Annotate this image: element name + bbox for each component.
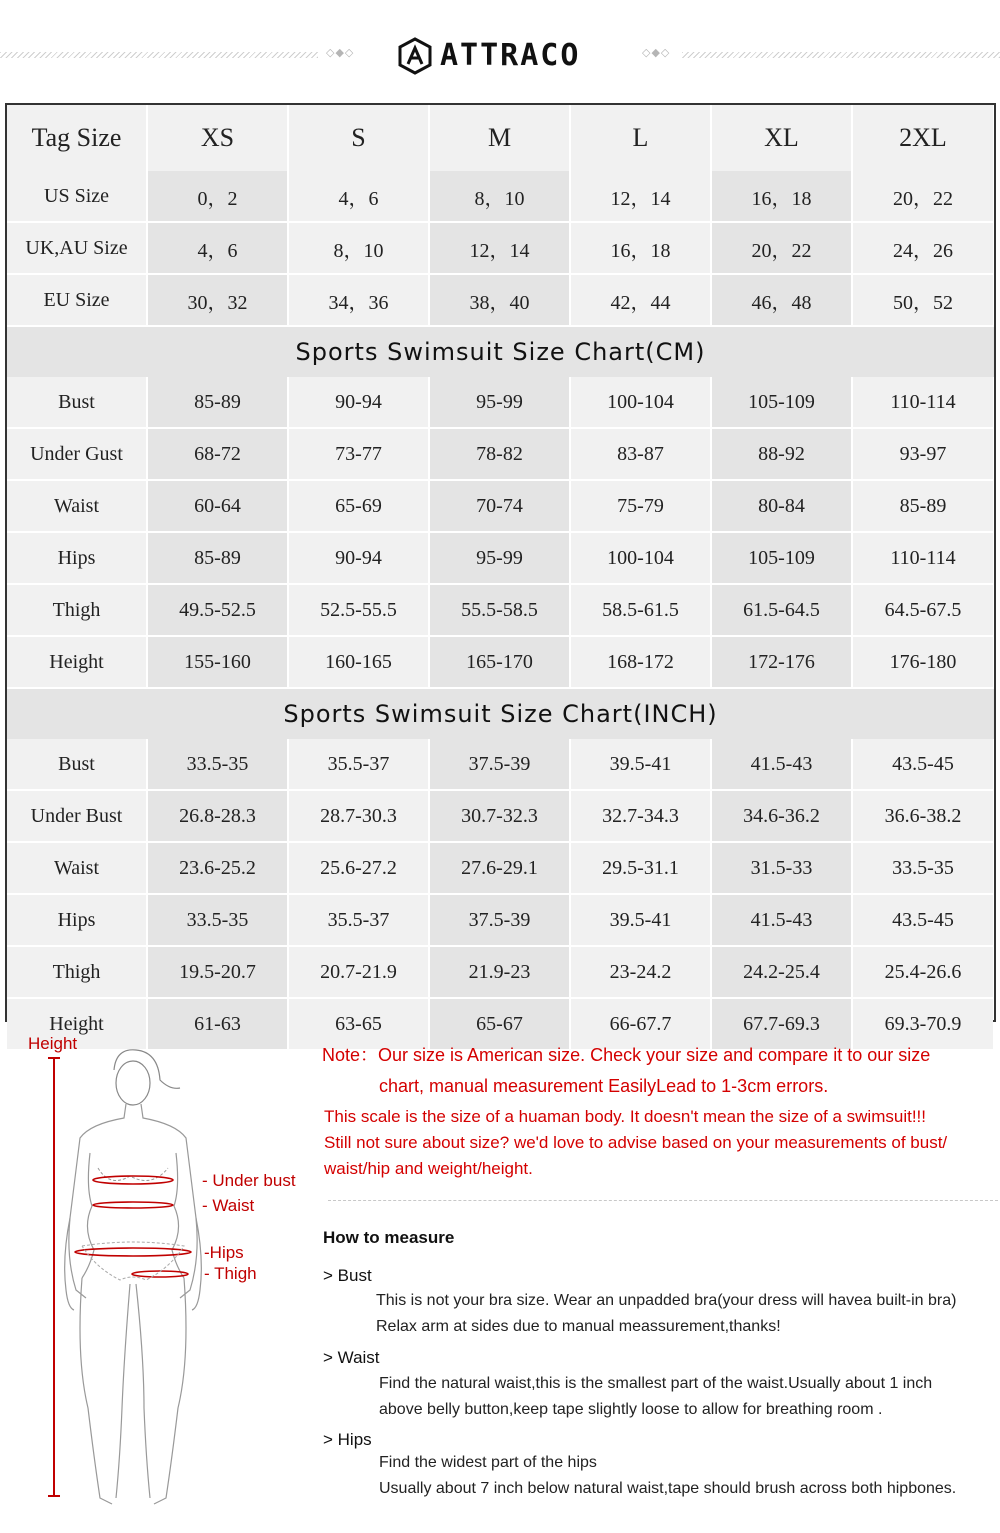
inch-row-label: Hips [7, 895, 148, 945]
table-cell: 176-180 [853, 637, 993, 687]
table-row [7, 171, 994, 221]
how-to-measure-title: How to measure [323, 1228, 455, 1247]
table-cell: 58.5-61.5 [571, 585, 712, 635]
under-bust-label: - Under bust [202, 1171, 296, 1190]
table-cell: 27.6-29.1 [430, 843, 571, 893]
table-cell: 24，26 [853, 223, 993, 273]
table-cell: 35.5-37 [289, 739, 430, 789]
table-cell: 100-104 [571, 533, 712, 583]
table-cell: 34.6-36.2 [712, 791, 853, 841]
table-cell: 63-65 [289, 999, 430, 1049]
inch-row-label: Height [7, 999, 148, 1049]
header-cell-m: M [430, 105, 571, 171]
table-cell: 65-69 [289, 481, 430, 531]
table-cell: 25.4-26.6 [853, 947, 993, 997]
table-cell: 46，48 [712, 275, 853, 325]
header-cell-xl: XL [712, 105, 853, 171]
table-cell: 95-99 [430, 533, 571, 583]
table-cell: 32.7-34.3 [571, 791, 712, 841]
table-row [7, 789, 994, 841]
cm-row-label: Height [7, 637, 148, 687]
table-cell: 85-89 [148, 533, 289, 583]
table-cell: 105-109 [712, 377, 853, 427]
table-row [7, 945, 994, 997]
waist-heading: > Waist [323, 1348, 380, 1367]
table-cell: 37.5-39 [430, 895, 571, 945]
size-row-label: UK,AU Size [7, 223, 148, 273]
table-cell: 26.8-28.3 [148, 791, 289, 841]
table-cell: 33.5-35 [148, 739, 289, 789]
header-right-diamonds: ◇◆◇ [642, 46, 671, 59]
table-cell: 70-74 [430, 481, 571, 531]
notes-divider [328, 1200, 998, 1201]
size-note-line2: chart, manual measurement EasilyLead to 1-3cm errors. [379, 1076, 829, 1096]
hips-text-line2: Usually about 7 inch below natural waist,tape should brush across both hipbones. [379, 1480, 957, 1497]
thigh-label: - Thigh [204, 1264, 257, 1283]
table-cell: 4，6 [289, 171, 430, 221]
table-row [7, 221, 994, 273]
table-row [7, 377, 994, 427]
size-note [322, 1040, 998, 1102]
table-cell: 0，2 [148, 171, 289, 221]
table-cell: 55.5-58.5 [430, 585, 571, 635]
table-cell: 65-67 [430, 999, 571, 1049]
table-row [7, 427, 994, 479]
table-cell: 49.5-52.5 [148, 585, 289, 635]
brand-name: ATTRACO [440, 38, 581, 73]
table-cell: 88-92 [712, 429, 853, 479]
table-cell: 34，36 [289, 275, 430, 325]
hips-text-line1: Find the widest part of the hips [379, 1454, 597, 1471]
height-label: Height [28, 1034, 78, 1053]
table-cell: 52.5-55.5 [289, 585, 430, 635]
cm-row-label: Hips [7, 533, 148, 583]
bust-text-line1: This is not your bra size. Wear an unpadded bra(your dress will havea built-in bra) [376, 1292, 957, 1309]
cm-measurement-rows [7, 377, 994, 687]
table-cell: 165-170 [430, 637, 571, 687]
cm-row-label: Bust [7, 377, 148, 427]
table-cell: 43.5-45 [853, 895, 993, 945]
header-cell-s: S [289, 105, 430, 171]
table-cell: 90-94 [289, 377, 430, 427]
table-cell: 66-67.7 [571, 999, 712, 1049]
header-left-divider [0, 52, 318, 58]
table-cell: 90-94 [289, 533, 430, 583]
table-cell: 73-77 [289, 429, 430, 479]
table-cell: 105-109 [712, 533, 853, 583]
inch-row-label: Waist [7, 843, 148, 893]
waist-text-line1: Find the natural waist,this is the smallest part of the waist.Usually about 1 inch [379, 1375, 933, 1392]
table-cell: 41.5-43 [712, 895, 853, 945]
size-note-line1: Note：Our size is American size. Check your size and compare it to our size [322, 1045, 931, 1065]
table-cell: 20，22 [853, 171, 993, 221]
table-cell: 16，18 [571, 223, 712, 273]
table-cell: 85-89 [853, 481, 993, 531]
table-cell: 61-63 [148, 999, 289, 1049]
inch-row-label: Thigh [7, 947, 148, 997]
scale-note-line3: waist/hip and weight/height. [324, 1159, 533, 1178]
table-cell: 75-79 [571, 481, 712, 531]
inch-row-label: Bust [7, 739, 148, 789]
table-cell: 155-160 [148, 637, 289, 687]
bust-heading: > Bust [323, 1266, 372, 1285]
table-cell: 64.5-67.5 [853, 585, 993, 635]
table-cell: 43.5-45 [853, 739, 993, 789]
table-cell: 33.5-35 [148, 895, 289, 945]
table-cell: 68-72 [148, 429, 289, 479]
waist-label: - Waist [202, 1196, 255, 1215]
table-cell: 30.7-32.3 [430, 791, 571, 841]
table-cell: 172-176 [712, 637, 853, 687]
table-header-row [7, 105, 994, 171]
table-cell: 20，22 [712, 223, 853, 273]
table-cell: 30，32 [148, 275, 289, 325]
table-cell: 78-82 [430, 429, 571, 479]
table-cell: 61.5-64.5 [712, 585, 853, 635]
inch-row-label: Under Bust [7, 791, 148, 841]
size-row-label: US Size [7, 171, 148, 221]
table-cell: 100-104 [571, 377, 712, 427]
table-cell: 28.7-30.3 [289, 791, 430, 841]
cm-row-label: Waist [7, 481, 148, 531]
table-cell: 110-114 [853, 533, 993, 583]
scale-note [324, 1104, 998, 1182]
header-left-diamonds: ◇◆◇ [326, 46, 355, 59]
size-chart-table [5, 103, 996, 1035]
bust-text-line2: Relax arm at sides due to manual meassurement,thanks! [376, 1318, 781, 1335]
table-cell: 168-172 [571, 637, 712, 687]
table-row [7, 583, 994, 635]
inch-section-title: Sports Swimsuit Size Chart(INCH) [7, 687, 994, 739]
table-row [7, 479, 994, 531]
table-cell: 67.7-69.3 [712, 999, 853, 1049]
size-conversion-rows [7, 171, 994, 325]
table-cell: 4，6 [148, 223, 289, 273]
table-cell: 85-89 [148, 377, 289, 427]
measurement-guide [0, 1028, 1000, 1533]
table-cell: 50，52 [853, 275, 993, 325]
attraco-logo-icon [398, 37, 432, 75]
table-cell: 33.5-35 [853, 843, 993, 893]
body-illustration [20, 1028, 310, 1528]
brand-logo [398, 36, 580, 76]
table-cell: 37.5-39 [430, 739, 571, 789]
cm-row-label: Thigh [7, 585, 148, 635]
table-cell: 19.5-20.7 [148, 947, 289, 997]
table-row [7, 841, 994, 893]
table-cell: 21.9-23 [430, 947, 571, 997]
table-cell: 23.6-25.2 [148, 843, 289, 893]
table-row [7, 273, 994, 325]
table-cell: 35.5-37 [289, 895, 430, 945]
page-header [0, 0, 1000, 104]
waist-text-line2: above belly button,keep tape slightly loose to allow for breathing room . [379, 1401, 883, 1418]
table-cell: 12，14 [571, 171, 712, 221]
table-cell: 83-87 [571, 429, 712, 479]
table-cell: 39.5-41 [571, 895, 712, 945]
table-cell: 29.5-31.1 [571, 843, 712, 893]
table-cell: 69.3-70.9 [853, 999, 993, 1049]
table-cell: 8，10 [430, 171, 571, 221]
table-row [7, 531, 994, 583]
hips-label: -Hips [204, 1243, 244, 1262]
table-cell: 20.7-21.9 [289, 947, 430, 997]
scale-note-line2: Still not sure about size? we'd love to advise based on your measurements of bust/ [324, 1133, 948, 1152]
table-cell: 80-84 [712, 481, 853, 531]
header-cell-l: L [571, 105, 712, 171]
cm-row-label: Under Gust [7, 429, 148, 479]
header-cell-2xl: 2XL [853, 105, 993, 171]
table-cell: 39.5-41 [571, 739, 712, 789]
header-cell-xs: XS [148, 105, 289, 171]
table-cell: 95-99 [430, 377, 571, 427]
table-cell: 16，18 [712, 171, 853, 221]
table-cell: 60-64 [148, 481, 289, 531]
table-cell: 12，14 [430, 223, 571, 273]
header-right-divider [682, 52, 1000, 58]
scale-note-line1: This scale is the size of a huaman body. It doesn't mean the size of a swimsuit!!! [324, 1107, 926, 1126]
table-cell: 38，40 [430, 275, 571, 325]
table-cell: 42，44 [571, 275, 712, 325]
table-row [7, 739, 994, 789]
inch-measurement-rows [7, 739, 994, 1049]
table-cell: 31.5-33 [712, 843, 853, 893]
table-cell: 41.5-43 [712, 739, 853, 789]
table-cell: 23-24.2 [571, 947, 712, 997]
table-cell: 93-97 [853, 429, 993, 479]
table-cell: 36.6-38.2 [853, 791, 993, 841]
table-cell: 8，10 [289, 223, 430, 273]
body-figure [20, 1028, 310, 1528]
table-row [7, 893, 994, 945]
hips-heading: > Hips [323, 1430, 372, 1449]
table-cell: 110-114 [853, 377, 993, 427]
size-row-label: EU Size [7, 275, 148, 325]
table-cell: 25.6-27.2 [289, 843, 430, 893]
header-cell-tag-size: Tag Size [7, 105, 148, 171]
cm-section-title: Sports Swimsuit Size Chart(CM) [7, 325, 994, 377]
table-cell: 160-165 [289, 637, 430, 687]
table-cell: 24.2-25.4 [712, 947, 853, 997]
table-row [7, 635, 994, 687]
